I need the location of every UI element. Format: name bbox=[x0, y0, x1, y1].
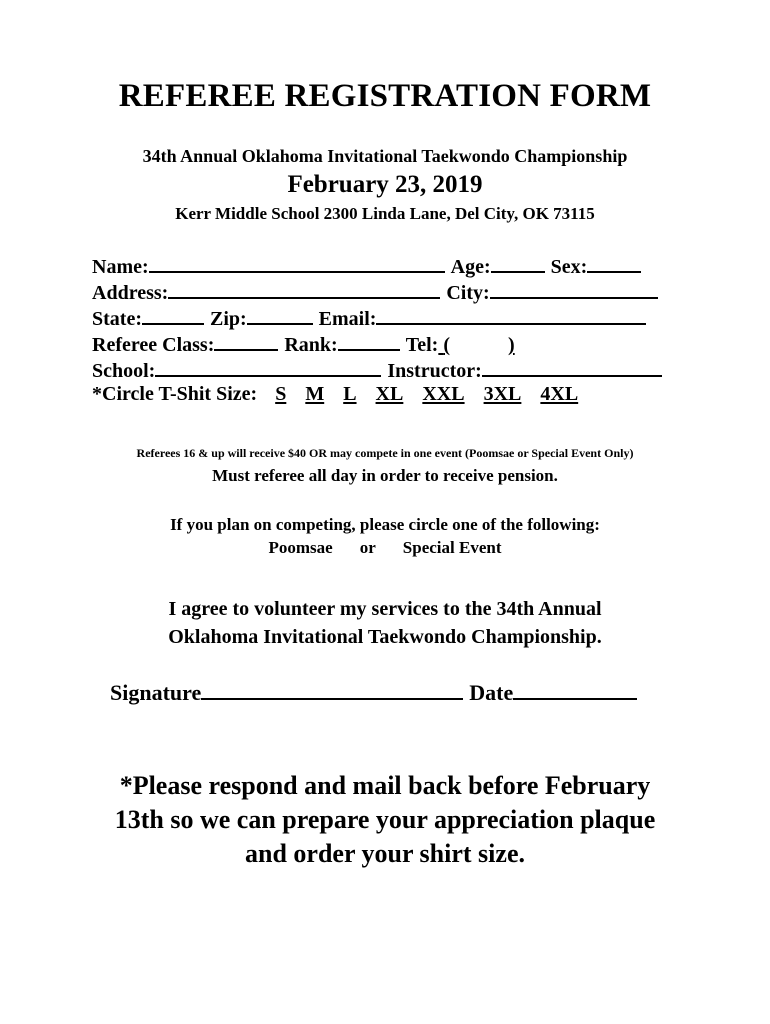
size-option-xl[interactable]: XL bbox=[375, 383, 404, 405]
rank-label: Rank: bbox=[284, 334, 338, 356]
signature-field[interactable] bbox=[201, 678, 463, 700]
referee-class-label: Referee Class: bbox=[92, 334, 215, 356]
zip-field[interactable] bbox=[247, 305, 313, 325]
age-field[interactable] bbox=[491, 253, 545, 273]
school-label: School: bbox=[92, 360, 156, 382]
referee-class-field[interactable] bbox=[214, 331, 278, 351]
signature-row bbox=[110, 678, 637, 706]
pension-terms-note: Referees 16 & up will receive $40 OR may compete in one event (Poomsae or Special Event Only) bbox=[136, 446, 634, 460]
all-day-requirement-note: Must referee all day in order to receive pension. bbox=[212, 466, 558, 485]
reminder-line-1: *Please respond and mail back before February bbox=[119, 771, 651, 800]
email-field[interactable] bbox=[376, 305, 646, 325]
age-label: Age: bbox=[450, 256, 491, 278]
event-name: 34th Annual Oklahoma Invitational Taekwondo Championship bbox=[142, 146, 628, 166]
tshirt-size-row bbox=[92, 383, 578, 406]
reminder-line-2: 13th so we can prepare your appreciation plaque bbox=[114, 805, 656, 834]
option-or: or bbox=[359, 538, 376, 557]
sex-label: Sex: bbox=[550, 256, 588, 278]
compete-options bbox=[0, 538, 770, 558]
email-label: Email: bbox=[318, 308, 377, 330]
agreement-line-1: I agree to volunteer my services to the 34th Annual bbox=[168, 598, 602, 620]
state-label: State: bbox=[92, 308, 142, 330]
tel-open-paren: ( bbox=[443, 334, 450, 356]
size-option-3xl[interactable]: 3XL bbox=[483, 383, 522, 405]
tel-field[interactable] bbox=[438, 334, 640, 356]
class-rank-tel-row bbox=[92, 331, 641, 357]
size-option-s[interactable]: S bbox=[275, 383, 287, 405]
instructor-field[interactable] bbox=[482, 357, 662, 377]
name-age-sex-row bbox=[92, 253, 641, 279]
tshirt-size-options bbox=[257, 383, 578, 405]
option-special-event[interactable]: Special Event bbox=[402, 538, 502, 557]
address-field[interactable] bbox=[168, 279, 440, 299]
city-label: City: bbox=[446, 282, 490, 304]
date-field[interactable] bbox=[513, 678, 637, 700]
size-option-xxl[interactable]: XXL bbox=[422, 383, 465, 405]
city-field[interactable] bbox=[490, 279, 658, 299]
zip-label: Zip: bbox=[209, 308, 247, 330]
agreement-line-2: Oklahoma Invitational Taekwondo Championship. bbox=[168, 626, 602, 648]
size-option-4xl[interactable]: 4XL bbox=[540, 383, 579, 405]
event-location: Kerr Middle School 2300 Linda Lane, Del City, OK 73115 bbox=[175, 204, 595, 223]
state-zip-email-row bbox=[92, 305, 646, 331]
instructor-label: Instructor: bbox=[387, 360, 482, 382]
address-city-row bbox=[92, 279, 658, 305]
tshirt-size-label: *Circle T-Shit Size: bbox=[92, 383, 258, 405]
rank-field[interactable] bbox=[338, 331, 400, 351]
option-poomsae[interactable]: Poomsae bbox=[268, 538, 333, 557]
state-field[interactable] bbox=[142, 305, 204, 325]
school-field[interactable] bbox=[155, 357, 381, 377]
event-date: February 23, 2019 bbox=[287, 171, 483, 198]
tel-close-paren: ) bbox=[508, 334, 515, 356]
size-option-m[interactable]: M bbox=[305, 383, 325, 405]
signature-label: Signature bbox=[110, 680, 202, 705]
tel-label: Tel: bbox=[405, 334, 439, 356]
form-title: REFEREE REGISTRATION FORM bbox=[118, 78, 652, 114]
date-label: Date bbox=[469, 680, 514, 705]
size-option-l[interactable]: L bbox=[343, 383, 357, 405]
name-field[interactable] bbox=[149, 253, 445, 273]
name-label: Name: bbox=[92, 256, 149, 278]
address-label: Address: bbox=[92, 282, 169, 304]
school-instructor-row bbox=[92, 357, 662, 383]
reminder-line-3: and order your shirt size. bbox=[245, 839, 525, 868]
compete-prompt: If you plan on competing, please circle one of the following: bbox=[170, 515, 600, 534]
sex-field[interactable] bbox=[587, 253, 641, 273]
